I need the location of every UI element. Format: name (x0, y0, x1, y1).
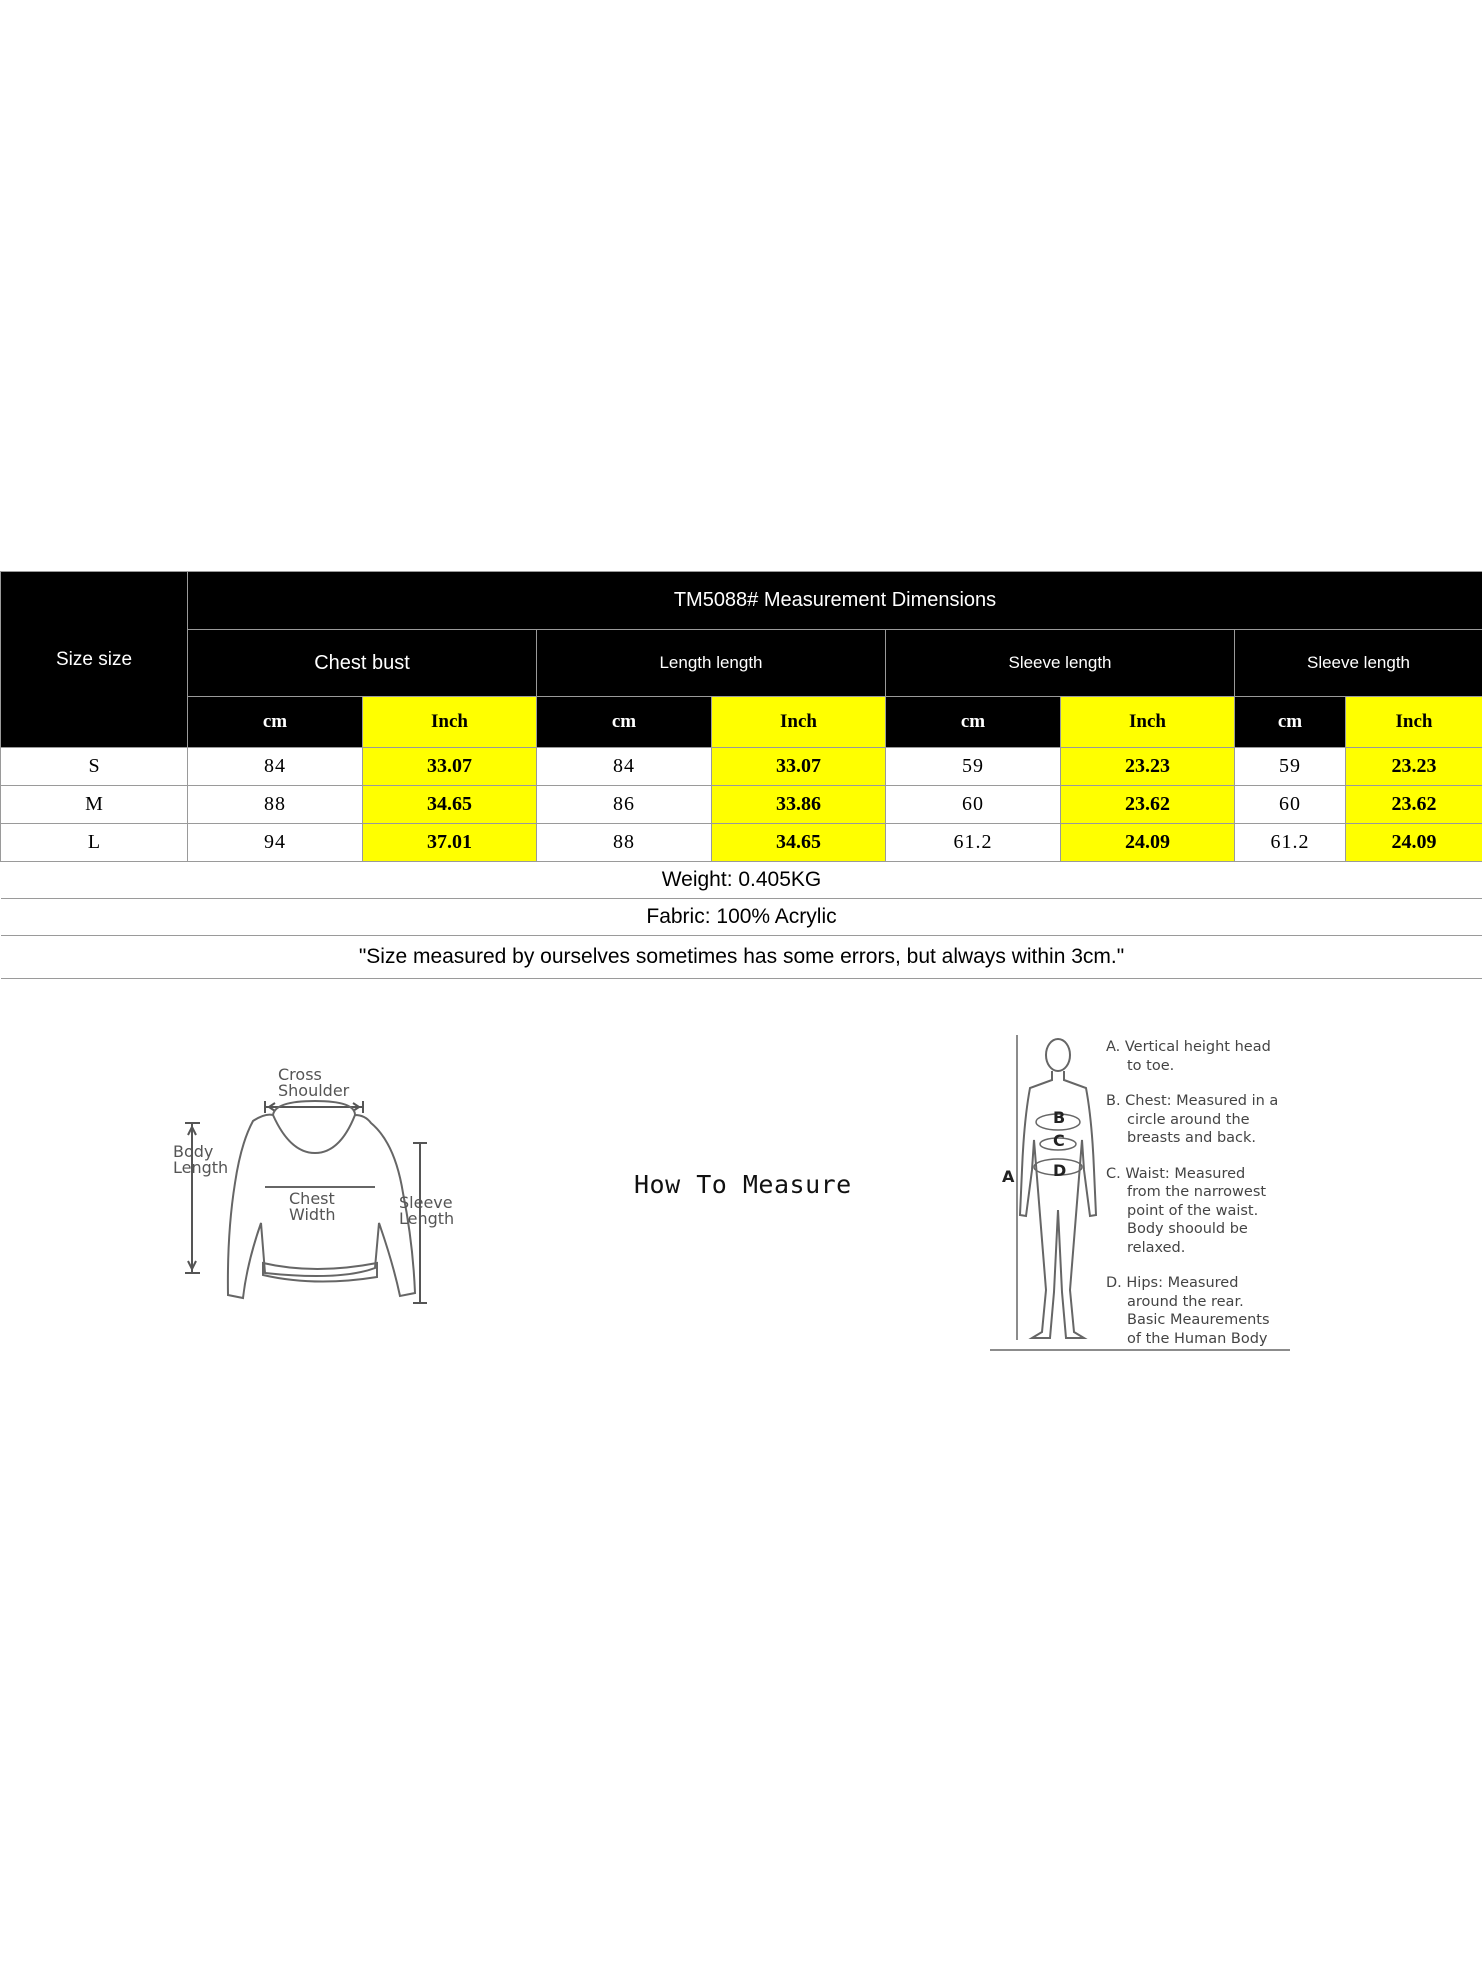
chest-inch-cell: 33.07 (363, 748, 537, 786)
note-text: breasts and back. (1127, 1130, 1257, 1146)
note-text: Body shoould be (1127, 1221, 1248, 1237)
note-text: from the narrowest (1127, 1184, 1267, 1200)
note-text: of the Human Body (1127, 1330, 1268, 1347)
unit-inch: Inch (1061, 697, 1235, 748)
chest-width-label: Chest (289, 1189, 335, 1208)
sleeve2-cm-cell: 59 (1235, 748, 1346, 786)
disclaimer-row (1, 936, 1482, 979)
sleeve-cm-cell: 61.2 (886, 824, 1061, 862)
note-text: circle around the (1127, 1111, 1250, 1128)
sleeve-length-label: Sleeve (399, 1193, 453, 1212)
note-text: point of the waist. (1127, 1202, 1259, 1219)
sleeve-cm-cell: 59 (886, 748, 1061, 786)
sleeve2-cm-cell: 60 (1235, 786, 1346, 824)
table-row (1, 786, 1482, 824)
length-cm-cell: 88 (537, 824, 712, 862)
weight-text: Weight: 0.405KG (1, 862, 1482, 899)
measurement-notes (1106, 1038, 1306, 1365)
disclaimer-text: "Size measured by ourselves sometimes has some errors, but always within 3cm." (1, 936, 1482, 979)
sleeve2-inch-cell: 23.62 (1346, 786, 1482, 824)
unit-cm: cm (537, 697, 712, 748)
group-length-header: Length length (537, 630, 886, 697)
how-to-measure-title: How To Measure (634, 1170, 852, 1199)
sleeve-length-label-2: Length (399, 1209, 455, 1228)
unit-inch: Inch (1346, 697, 1482, 748)
sleeve2-cm-cell: 61.2 (1235, 824, 1346, 862)
size-cell: L (1, 824, 188, 862)
fabric-text: Fabric: 100% Acrylic (1, 899, 1482, 936)
sleeve2-inch-cell: 23.23 (1346, 748, 1482, 786)
group-sleeve-header: Sleeve length (886, 630, 1235, 697)
label-b: B (1053, 1108, 1066, 1127)
body-length-label: Body (173, 1142, 214, 1161)
chest-cm-cell: 88 (188, 786, 363, 824)
table-row (1, 824, 1482, 862)
sleeve-cm-cell: 60 (886, 786, 1061, 824)
label-a: A (1002, 1167, 1015, 1186)
note-text: D. Hips: Measured (1106, 1275, 1239, 1291)
note-text: B. Chest: Measured in a (1106, 1093, 1279, 1109)
chest-inch-cell: 37.01 (363, 824, 537, 862)
chest-width-label-2: Width (289, 1205, 336, 1224)
sleeve-inch-cell: 24.09 (1061, 824, 1235, 862)
note-text: C. Waist: Measured (1106, 1165, 1246, 1182)
group-sleeve-header-2: Sleeve length (1235, 630, 1482, 697)
fabric-row (1, 899, 1482, 936)
body-length-label-2: Length (173, 1158, 229, 1177)
unit-inch: Inch (712, 697, 886, 748)
unit-cm: cm (1235, 697, 1346, 748)
note-text: relaxed. (1127, 1239, 1186, 1256)
size-header: Size size (1, 572, 188, 748)
sleeve2-inch-cell: 24.09 (1346, 824, 1482, 862)
group-chest-header: Chest bust (188, 630, 537, 697)
table-title: TM5088# Measurement Dimensions (188, 572, 1482, 630)
size-cell: M (1, 786, 188, 824)
note-a (1106, 1038, 1306, 1075)
table-row (1, 748, 1482, 786)
length-inch-cell: 33.07 (712, 748, 886, 786)
label-d: D (1053, 1161, 1067, 1180)
weight-row (1, 862, 1482, 899)
label-c: C (1053, 1131, 1065, 1150)
cross-shoulder-label-2: Shoulder (278, 1081, 350, 1100)
size-cell: S (1, 748, 188, 786)
unit-cm: cm (188, 697, 363, 748)
chest-cm-cell: 84 (188, 748, 363, 786)
note-b (1106, 1092, 1306, 1148)
length-cm-cell: 86 (537, 786, 712, 824)
note-d (1106, 1274, 1306, 1348)
length-inch-cell: 33.86 (712, 786, 886, 824)
unit-cm: cm (886, 697, 1061, 748)
head (1046, 1039, 1070, 1071)
note-text: around the rear. (1127, 1293, 1244, 1310)
sweater-measurement-diagram (165, 1063, 465, 1313)
cross-shoulder-label: Cross (278, 1065, 322, 1084)
unit-inch: Inch (363, 697, 537, 748)
size-chart-table (0, 571, 1482, 977)
chest-inch-cell: 34.65 (363, 786, 537, 824)
sleeve-inch-cell: 23.23 (1061, 748, 1235, 786)
chest-cm-cell: 94 (188, 824, 363, 862)
length-cm-cell: 84 (537, 748, 712, 786)
length-inch-cell: 34.65 (712, 824, 886, 862)
note-text: to toe. (1127, 1057, 1175, 1074)
sleeve-inch-cell: 23.62 (1061, 786, 1235, 824)
note-text: Basic Meaurements (1127, 1312, 1270, 1328)
note-c (1106, 1165, 1306, 1258)
note-text: A. Vertical height head (1106, 1039, 1271, 1055)
